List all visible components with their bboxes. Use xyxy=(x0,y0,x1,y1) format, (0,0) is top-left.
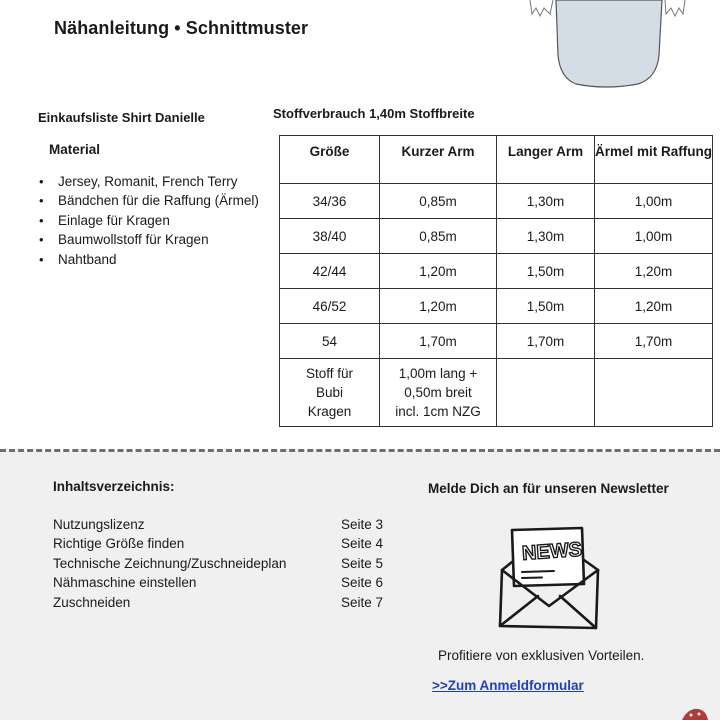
table-cell-empty xyxy=(497,359,595,427)
table-cell: 1,20m xyxy=(380,289,497,324)
table-row xyxy=(280,219,713,254)
dashed-divider xyxy=(0,449,720,452)
shirt-illustration xyxy=(520,0,690,95)
newsletter-title: Melde Dich an für unseren Newsletter xyxy=(428,481,669,496)
news-icon-label: NEWS xyxy=(521,538,583,565)
table-cell: 1,70m xyxy=(380,324,497,359)
newsletter-envelope-icon xyxy=(494,522,604,634)
collar-value-cell xyxy=(380,359,497,427)
list-item: • Einlage für Kragen xyxy=(38,211,259,230)
toc-page: Seite 6 xyxy=(341,575,384,591)
cell-line: Bubi xyxy=(315,385,344,400)
table-row xyxy=(280,184,713,219)
header-size: Größe xyxy=(280,136,380,184)
material-list xyxy=(38,172,259,269)
table-cell: 1,00m xyxy=(595,219,713,254)
table-cell: 54 xyxy=(280,324,380,359)
toc-entry xyxy=(53,515,393,534)
shopping-list-title: Einkaufsliste Shirt Danielle xyxy=(38,110,205,125)
toc-page: Seite 7 xyxy=(341,594,384,610)
table-row xyxy=(280,254,713,289)
toc-label: Richtige Größe finden xyxy=(53,536,185,552)
toc-label: Nutzungslizenz xyxy=(53,517,145,532)
table-cell: 38/40 xyxy=(280,219,380,254)
table-cell: 1,20m xyxy=(595,289,713,324)
table-cell: 1,20m xyxy=(595,254,713,289)
toc-label: Zuschneiden xyxy=(53,594,131,610)
table-header-row xyxy=(280,136,713,184)
header-long-sleeve: Langer Arm xyxy=(497,136,595,184)
table-cell: 1,00m xyxy=(595,184,713,219)
table-cell: 1,30m xyxy=(497,184,595,219)
toc-entry xyxy=(53,573,393,592)
table-row-collar xyxy=(280,359,713,427)
cell-line: 0,50m breit xyxy=(404,385,472,400)
table-cell: 0,85m xyxy=(380,219,497,254)
toc-page: Seite 4 xyxy=(341,536,384,552)
table-cell: 1,50m xyxy=(497,254,595,289)
page-title: Nähanleitung • Schnittmuster xyxy=(54,18,309,38)
list-item: • Jersey, Romanit, French Terry xyxy=(38,172,259,191)
table-of-contents xyxy=(53,515,393,612)
table-row xyxy=(280,324,713,359)
table-row xyxy=(280,289,713,324)
fabric-table-title: Stoffverbrauch 1,40m Stoffbreite xyxy=(273,106,475,121)
table-cell: 1,70m xyxy=(595,324,713,359)
toc-entry xyxy=(53,554,393,573)
table-cell: 42/44 xyxy=(280,254,380,289)
table-cell: 1,30m xyxy=(497,219,595,254)
toc-page: Seite 3 xyxy=(341,517,384,532)
toc-title: Inhaltsverzeichnis: xyxy=(53,479,175,494)
corner-decoration xyxy=(680,706,710,720)
list-item: • Bändchen für die Raffung (Ärmel) xyxy=(38,191,259,210)
toc-entry xyxy=(53,534,393,553)
table-cell: 46/52 xyxy=(280,289,380,324)
table-cell: 0,85m xyxy=(380,184,497,219)
material-heading: Material xyxy=(49,142,101,157)
toc-page: Seite 5 xyxy=(341,555,384,571)
cell-line: incl. 1cm NZG xyxy=(395,404,481,419)
cell-line: 1,00m lang + xyxy=(398,366,478,381)
cell-line: Kragen xyxy=(307,404,352,419)
table-cell: 1,20m xyxy=(380,254,497,289)
list-item: • Nahtband xyxy=(38,250,259,269)
table-cell: 1,50m xyxy=(497,289,595,324)
header-gathered-sleeve: Ärmel mit Raffung xyxy=(595,136,713,184)
newsletter-benefit-text: Profitiere von exklusiven Vorteilen. xyxy=(438,648,645,663)
list-item: • Baumwollstoff für Kragen xyxy=(38,230,259,249)
cell-line: Stoff für xyxy=(305,366,354,381)
header-short-sleeve: Kurzer Arm xyxy=(380,136,497,184)
signup-form-link[interactable]: >>Zum Anmeldformular xyxy=(432,678,584,693)
table-cell: 1,70m xyxy=(497,324,595,359)
toc-label: Nähmaschine einstellen xyxy=(53,575,197,591)
toc-label: Technische Zeichnung/Zuschneideplan xyxy=(53,555,287,571)
fabric-table xyxy=(279,135,713,427)
table-cell-empty xyxy=(595,359,713,427)
table-cell: 34/36 xyxy=(280,184,380,219)
toc-entry xyxy=(53,593,393,612)
collar-label-cell xyxy=(280,359,380,427)
